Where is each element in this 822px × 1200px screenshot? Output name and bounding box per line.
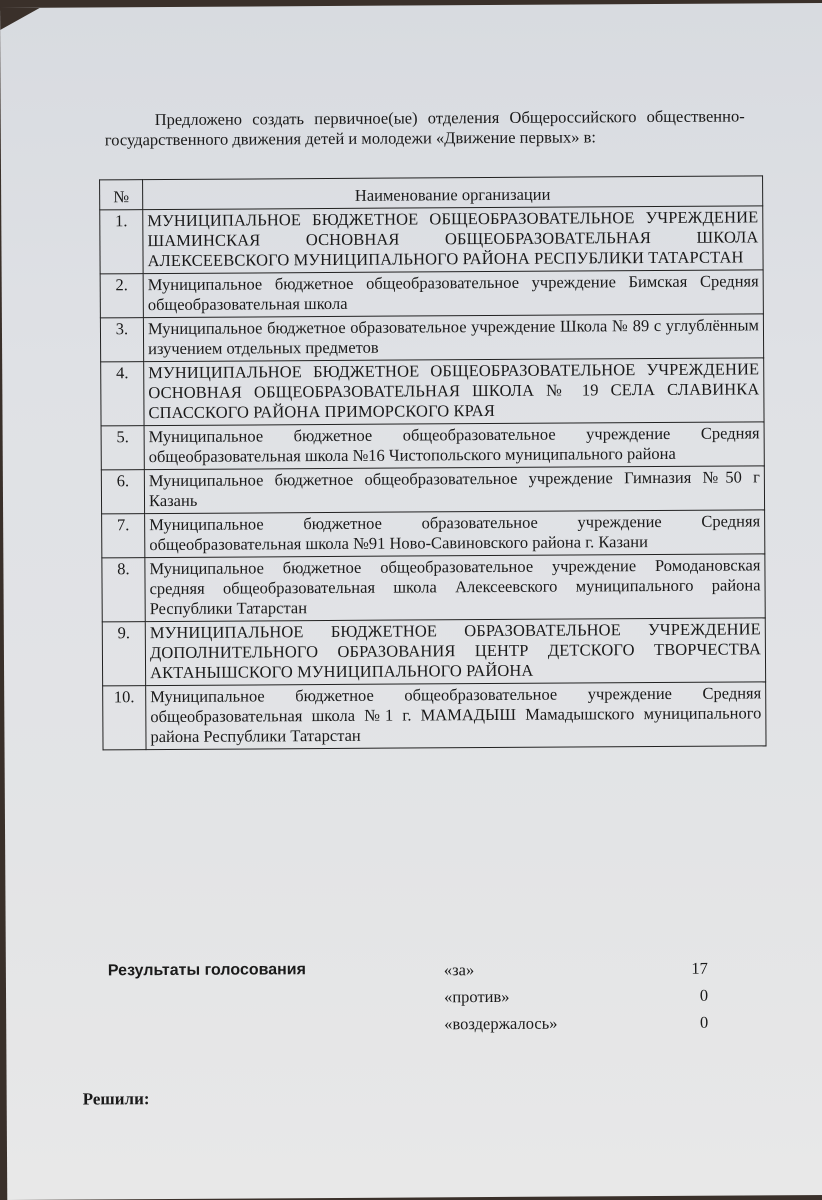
organization-name: МУНИЦИПАЛЬНОЕ БЮДЖЕТНОЕ ОБЩЕОБРАЗОВАТЕЛЬНОЕ УЧРЕЖДЕНИЕ ОСНОВНАЯ ОБЩЕОБРАЗОВАТЕЛЬНАЯ ШКОЛА № 19 СЕЛА СЛАВИНКА СПАССКОГО РАЙОНА ПРИМОРСКОГО КРАЯ [144,358,764,426]
document-page [0,3,822,1200]
row-number: 6. [101,470,144,514]
table-row [101,358,764,426]
organizations-table [99,175,766,750]
decided-heading: Решили: [82,1089,150,1109]
vote-count: 0 [699,1012,709,1032]
organization-name: МУНИЦИПАЛЬНОЕ БЮДЖЕТНОЕ ОБЩЕОБРАЗОВАТЕЛЬНОЕ УЧРЕЖДЕНИЕ ШАМИНСКАЯ ОСНОВНАЯ ОБЩЕОБРАЗОВАТЕЛЬНАЯ ШКОЛА АЛЕКСЕЕВСКОГО МУНИЦИПАЛЬНОГО РАЙОНА РЕСПУБЛИКИ ТАТАРСТАН [143,206,763,274]
table-header-row [100,176,763,210]
column-header-number: № [100,180,143,210]
organization-name: Муниципальное бюджетное образовательное учреждение Школа № 89 с углублённым изучением отдельных предметов [143,314,763,362]
organization-name: Муниципальное бюджетное образовательное учреждение Средняя общеобразовательная школа №91 Ново-Савиновского района г. Казани [145,510,765,558]
table-row [101,466,764,514]
table-row [101,422,764,470]
row-number: 2. [100,274,143,318]
vote-count: 0 [699,985,709,1005]
organization-name: Муниципальное бюджетное общеобразовательное учреждение Ромодановская средняя общеобразовательная школа Алексеевского муниципального района Республики Татарстан [145,554,765,622]
voting-results-title: Результаты голосования [107,961,306,980]
organization-name: Муниципальное бюджетное общеобразовательное учреждение Средняя общеобразовательная школа №1 г. МАМАДЫШ Мамадышского муниципального района Республики Татарстан [146,682,766,750]
vote-row-abstained [444,1013,708,1039]
row-number: 8. [102,558,145,622]
table-row [103,682,766,750]
table-row [102,554,765,622]
voting-results [107,958,728,1034]
row-number: 10. [103,686,146,750]
organization-name: Муниципальное бюджетное общеобразовательное учреждение Гимназия №50 г Казань [144,466,764,514]
organization-name: МУНИЦИПАЛЬНОЕ БЮДЖЕТНОЕ ОБРАЗОВАТЕЛЬНОЕ УЧРЕЖДЕНИЕ ДОПОЛНИТЕЛЬНОГО ОБРАЗОВАНИЯ ЦЕНТР ДЕТСКОГО ТВОРЧЕСТВА АКТАНЫШСКОГО МУНИЦИПАЛЬНОГО РАЙОНА [145,618,765,686]
column-header-name: Наименование организации [143,176,763,210]
vote-count: 17 [691,958,708,978]
vote-label: «воздержалось» [444,1013,558,1034]
page-corner-shadow [0,8,40,30]
table-row [102,618,765,686]
intro-paragraph: Предложено создать первичное(ые) отделения Общероссийского общественно-государственного движения детей и молодежи «Движение первых» в: [104,105,745,149]
table-row [100,270,763,318]
row-number: 4. [101,362,144,426]
table-row [102,510,765,558]
vote-row-against [444,986,708,1012]
organization-name: Муниципальное бюджетное общеобразовательное учреждение Средняя общеобразовательная школа №16 Чистопольского муниципального района [144,422,764,470]
row-number: 3. [100,318,143,362]
row-number: 1. [100,210,143,274]
vote-label: «против» [443,986,510,1007]
row-number: 7. [102,514,145,558]
vote-row-for [444,959,708,985]
row-number: 9. [102,622,145,686]
table-row [100,314,763,362]
table-row [100,206,763,274]
row-number: 5. [101,426,144,470]
organization-name: Муниципальное бюджетное общеобразовательное учреждение Бимская Средняя общеобразовательная школа [143,270,763,318]
vote-label: «за» [443,960,475,980]
